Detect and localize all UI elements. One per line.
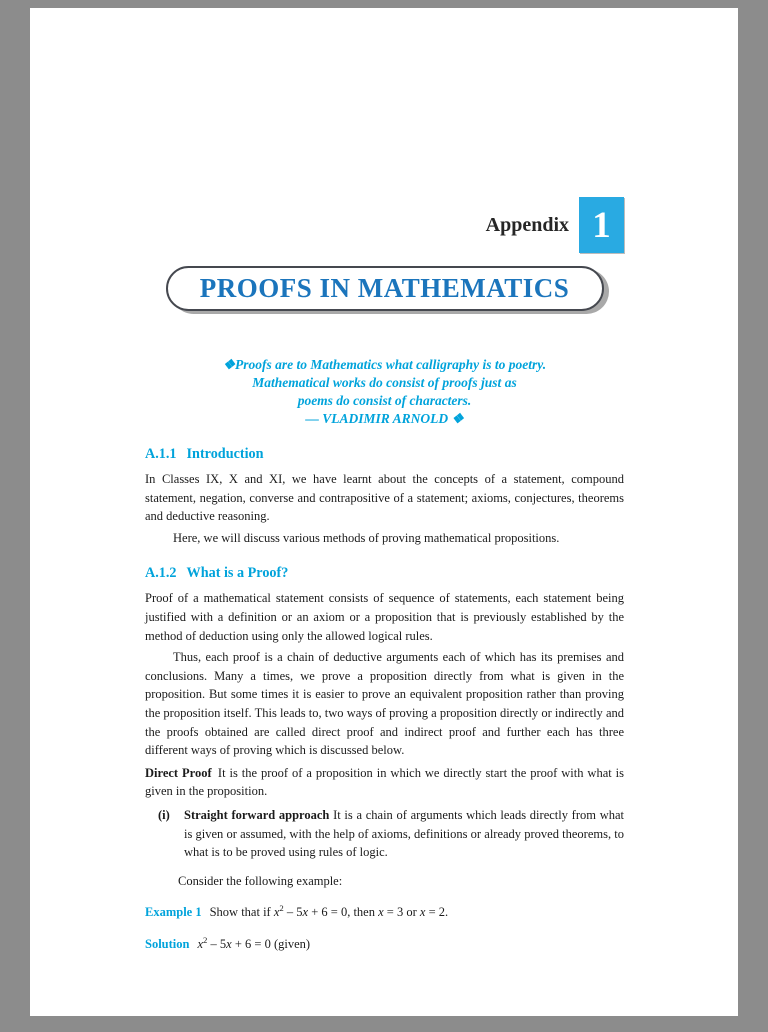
example-statement: Show that if $x^2 - 5x + 6 = 0$, then x = 3 or x = 2. [209, 903, 449, 920]
example-label: Example 1 [145, 905, 202, 920]
epigraph-line-3: poems do consist of characters. [297, 393, 472, 408]
epigraph [145, 356, 624, 428]
paragraph-consider: Consider the following example: [178, 873, 343, 888]
section-heading-introduction [145, 445, 624, 464]
paragraph-direct-proof: Direct Proof It is the proof of a proposition in which we directly start the proof with what is given in the proposition. [145, 765, 624, 799]
appendix-number-box [579, 197, 624, 253]
section-title: What is a Proof? [186, 565, 289, 582]
page-content [30, 8, 738, 993]
paragraph-intro-2: Here, we will discuss various methods of proving mathematical propositions. [173, 530, 560, 545]
example-1-line [145, 903, 624, 922]
solution-label: Solution [145, 936, 190, 951]
section-title: Introduction [186, 446, 264, 462]
list-item-i [145, 806, 624, 862]
document-page [30, 8, 738, 1016]
epigraph-attribution: — VLADIMIR ARNOLD ❖ [305, 411, 464, 426]
section-number: A.1.1 [145, 446, 177, 462]
list-marker-i: (i) [158, 807, 170, 822]
chapter-title: PROOFS IN MATHEMATICS [199, 273, 570, 304]
solution-line [145, 935, 624, 954]
epigraph-line-1: ❖Proofs are to Mathematics what calligraphy is to poetry. [222, 357, 547, 372]
epigraph-line-2: Mathematical works do consist of proofs just as [252, 375, 517, 390]
paragraph-proof-1: Proof of a mathematical statement consists of sequence of statements, each statement being justified with a definition or an axiom or a proposition that is previously established by the method of deduction using only the allowed logical rules. [145, 591, 624, 643]
list-item-i-body: Straight forward approach It is a chain of arguments which leads directly from what is given or assumed, with the help of axioms, definitions or already proved theorems, to what is to be proved using rules of logic. [184, 807, 624, 860]
chapter-title-banner [166, 266, 604, 311]
appendix-header [145, 197, 624, 253]
paragraph-intro-1: In Classes IX, X and XI, we have learnt about the concepts of a statement, compound statement, negation, converse and contrapositive of a statement; axioms, conjectures, theorems and deductive reasoning. [145, 472, 624, 524]
section-heading-what-is-a-proof [145, 564, 624, 583]
solution-statement: $x^2 - 5x + 6 = 0$ (given) [197, 934, 311, 951]
section-number: A.1.2 [145, 565, 177, 582]
appendix-number: 1 [592, 204, 611, 246]
paragraph-proof-2: Thus, each proof is a chain of deductive arguments each of which has its premises and conclusions. Many a times, we prove a proposition directly from what is given in the proposition. But some times it is easier to prove an equivalent proposition rather than proving the proposition itself. This leads to, two ways of proving a proposition directly or indirectly and the proofs obtained are called direct proof and indirect proof and further each has three different ways of proving which is discussed below. [145, 650, 624, 758]
appendix-label: Appendix [485, 213, 569, 236]
